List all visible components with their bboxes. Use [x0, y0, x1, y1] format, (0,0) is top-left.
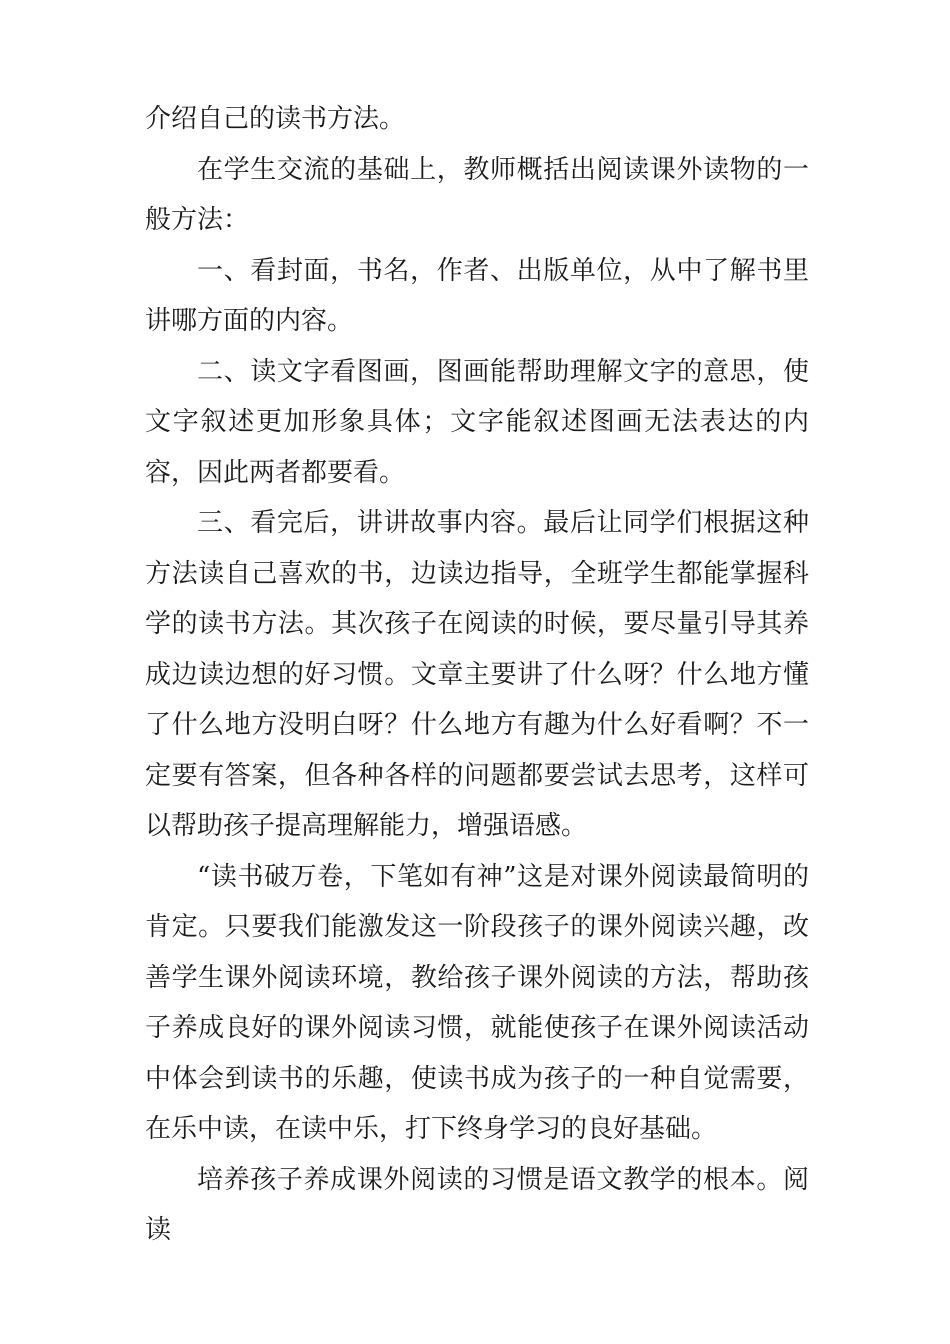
- paragraph-method-summary: 在学生交流的基础上，教师概括出阅读课外读物的一般方法：: [145, 154, 809, 235]
- paragraph-step-three: 三、看完后，讲讲故事内容。最后让同学们根据这种方法读自己喜欢的书，边读边指导，全班学生都能掌握科学的读书方法。其次孩子在阅读的时候，要尽量引导其养成边读边想的好习惯。文章主要讲了什么呀？什么地方懂了什么地方没明白呀？什么地方有趣为什么好看啊？不一定要有答案，但各种各样的问题都要尝试去思考，这样可以帮助孩子提高理解能力，增强语感。: [145, 508, 809, 841]
- paragraph-continuation: 介绍自己的读书方法。: [145, 104, 406, 134]
- paragraph-habit: 培养孩子养成课外阅读的习惯是语文教学的根本。阅读: [145, 1164, 809, 1245]
- body-text: [145, 94, 809, 1256]
- paragraph-quote: “读书破万卷，下笔如有神”这是对课外阅读最简明的肯定。只要我们能激发这一阶段孩子的课外阅读兴趣，改善学生课外阅读环境，教给孩子课外阅读的方法，帮助孩子养成良好的课外阅读习惯，就能使孩子在课外阅读活动中体会到读书的乐趣，使读书成为孩子的一种自觉需要，在乐中读，在读中乐，打下终身学习的良好基础。: [145, 861, 809, 1144]
- paragraph-step-one: 一、看封面，书名，作者、出版单位，从中了解书里讲哪方面的内容。: [145, 255, 809, 336]
- paragraph-step-two: 二、读文字看图画，图画能帮助理解文字的意思，使文字叙述更加形象具体；文字能叙述图画无法表达的内容，因此两者都要看。: [145, 356, 809, 488]
